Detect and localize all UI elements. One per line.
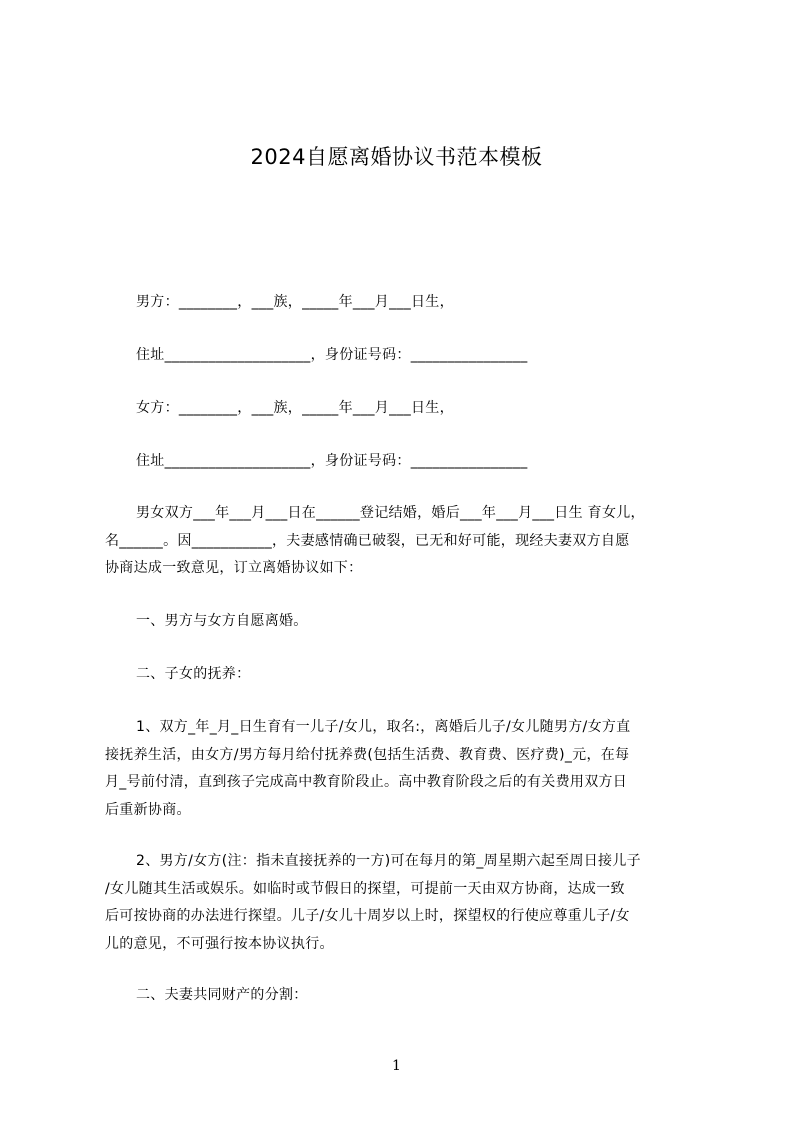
- document-title: 2024自愿离婚协议书范本模板: [250, 145, 543, 169]
- intro-line: 男女双方___年___月___日在______登记结婚，婚后___年___月___日生 育女儿，: [136, 505, 645, 521]
- female-info-line: 女方：________，___族，_____年___月___日生，: [136, 400, 454, 416]
- page-number: 1: [392, 1058, 401, 1074]
- clause-2-line: /女儿随其生活或娱乐。如临时或节假日的探望，可提前一天由双方协商，达成一致: [105, 880, 625, 897]
- section-heading-property-division: 二、夫妻共同财产的分割：: [136, 987, 308, 1003]
- clause-2-line: 后可按协商的办法进行探望。儿子/女儿十周岁以上时，探望权的行使应尊重儿子/女: [105, 908, 630, 924]
- clause-1-line: 后重新协商。: [105, 801, 191, 818]
- section-heading-child-custody: 二、子女的抚养：: [136, 666, 251, 682]
- intro-line: 名______。因___________，夫妻感情确已破裂，已无和好可能，现经夫妻双方自愿: [105, 532, 630, 549]
- clause-1-line: 接抚养生活，由女方/男方每月给付抚养费(包括生活费、教育费、医疗费)_元，在每: [105, 746, 630, 763]
- clause-1-line: 月_号前付清，直到孩子完成高中教育阶段止。高中教育阶段之后的有关费用双方日: [105, 774, 628, 790]
- female-address-line: 住址____________________，身份证号码：________________: [136, 453, 528, 469]
- clause-2-line: 儿的意见，不可强行按本协议执行。: [105, 935, 334, 952]
- intro-paragraph: [105, 500, 705, 583]
- section-heading-divorce: 一、男方与女方自愿离婚。: [136, 613, 308, 629]
- intro-line: 协商达成一致意见，订立离婚协议如下：: [105, 560, 363, 576]
- clause-2-paragraph: [105, 848, 705, 958]
- clause-2-line: 2、男方/女方(注：指未直接抚养的一方)可在每月的第_周星期六起至周日接儿子: [136, 853, 641, 869]
- clause-1-paragraph: [105, 714, 705, 824]
- clause-1-line: 1、双方_年_月_日生育有一儿子/女儿，取名:，离婚后儿子/女儿随男方/女方直: [136, 719, 631, 735]
- male-info-line: 男方：________，___族，_____年___月___日生，: [136, 294, 454, 310]
- male-address-line: 住址____________________，身份证号码：________________: [136, 347, 528, 363]
